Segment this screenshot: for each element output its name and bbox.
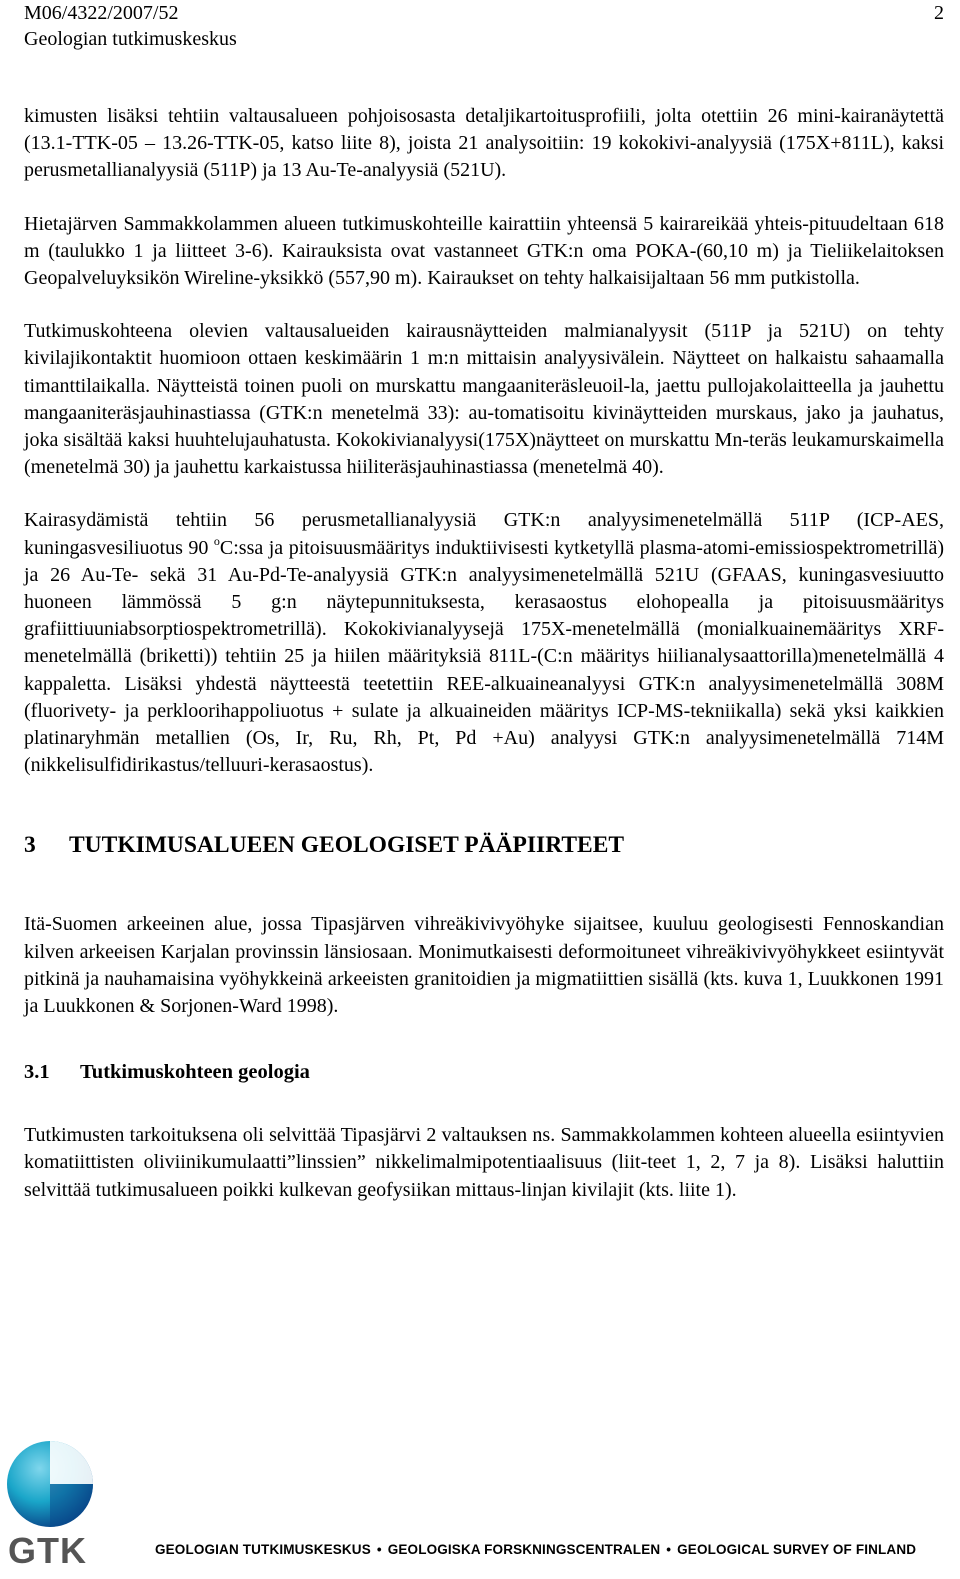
header-line-1	[24, 0, 944, 26]
paragraph-4-part-2: C:ssa ja pitoisuusmääritys induktiivisesti kytketyllä plasma-atomi-emissiospektrometrillä) ja 26 Au-Te- sekä 31 Au-Pd-Te-analyysiä GTK:n analyysimenetelmällä 521U (GFAAS, kuningasvesiuutto huoneen lämmössä 5 g:n näytepunnituksesta, kerasaostus elohopealla ja pitoisuusmääritys grafiittiuuniabsorptiospektrometrillä). Kokokivianalyysejä 175X-menetelmällä (monialkuainemääritys XRF-menetelmällä (briketti)) tehtiin 25 ja hiilen määrityksiä 811L-(C:n määritys hiilianalysaattorilla)menetelmällä 4 kappaletta. Lisäksi yhdestä näytteestä teetettiin REE-alkuaineanalyysi GTK:n analyysimenetelmällä 308M (fluorivety- ja perkloorihappoliuotus + sulate ja alkuaineiden määritys ICP-MS-tekniikalla) sekä yksi kaikkien platinaryhmän metallien (Os, Ir, Ru, Rh, Pt, Pd +Au) analyysi GTK:n analyysimenetelmällä 714M (nikkelisulfidirikastus/telluuri-kerasaostus).	[24, 536, 945, 777]
section-3-title: TUTKIMUSALUEEN GEOLOGISET PÄÄPIIRTEET	[69, 832, 625, 859]
degree-superscript: o	[213, 533, 220, 548]
paragraph-1: kimusten lisäksi tehtiin valtausalueen pohjoisosasta detaljikartoitusprofiili, jolta otettiin 26 mini-kairanäytettä (13.1-TTK-05 – 13.26-TTK-05, katso liite 8), joista 21 analysoitiin: 19 kokokivi-analyysiä (175X+811L), kaksi perusmetallianalyysiä (511P) ja 13 Au-Te-analyysiä (521U).	[24, 105, 944, 182]
page-footer	[0, 1430, 960, 1579]
document-body	[24, 103, 944, 1230]
paragraph-3: Tutkimuskohteena olevien valtausalueiden kairausnäytteiden malmianalyysit (511P ja 521U) on tehty kivilajikontaktit huomioon ottaen keskimäärin 1 m:n mittaisin analyysivälein. Näytteet on halkaistu sahaamalla timanttilaikalla. Näytteistä toinen puoli on murskattu mangaaniteräsleuoil-la, jaettu pullojakolaitteella ja jauhettu mangaaniteräsjauhinastiassa (GTK:n menetelmä 33): au-tomatisoitu kivinäytteiden murskaus, jako ja jauhatus, joka sisältää kaksi huuhtelujauhatusta. Kokokivianalyysi(175X)näytteet on murskattu Mn-teräs leukamurskaimella (menetelmä 30) ja jauhettu karkaistussa hiiliteräsjauhinastiassa (menetelmä 40).	[24, 320, 944, 479]
section-3-1-heading	[24, 1058, 944, 1086]
section-3-number: 3	[24, 832, 36, 859]
footer-org-sv: GEOLOGISKA FORSKNINGSCENTRALEN	[387, 1542, 661, 1557]
section-3-paragraph: Itä-Suomen arkeeinen alue, jossa Tipasjärven vihreäkivivyöhyke sijaitsee, kuuluu geologisesti Fennoskandian kilven arkeeisen Karjalan provinssin länsiosaan. Monimutkaisesti deformoituneet vihreäkivivyöhykkeet esiintyvät pitkinä ja nauhamaisina vyöhykkeinä arkeeisten granitoidien ja migmatiittien sisällä (kts. kuva 1, Luukkonen 1991 ja Luukkonen & Sorjonen-Ward 1998).	[24, 913, 944, 1018]
footer-bullet-1: •	[376, 1542, 382, 1557]
section-3-1-title: Tutkimuskohteen geologia	[80, 1061, 310, 1084]
footer-org-names	[155, 1542, 916, 1557]
page-header	[24, 0, 944, 52]
section-3-1-paragraph: Tutkimusten tarkoituksena oli selvittää Tipasjärvi 2 valtauksen ns. Sammakkolammen kohteen alueella esiintyvien komatiittisten oliviinikumulaatti”linssien” nikkelimalmipotentiaalisuus (liit-teet 1, 2, 7 ja 8). Lisäksi haluttiin selvittää tutkimusalueen poikki kulkevan geofysiikan mittaus-linjan kivilajit (kts. liite 1).	[24, 1124, 944, 1201]
gtk-logo-text: GTK	[8, 1530, 87, 1571]
paragraph-4	[24, 507, 944, 779]
page-number: 2	[934, 2, 944, 24]
paragraph-2: Hietajärven Sammakkolammen alueen tutkimuskohteille kairattiin yhteensä 5 kairareikää yhteis-pituudeltaan 618 m (taulukko 1 ja liitteet 3-6). Kairauksista ovat vastanneet GTK:n oma POKA-(60,10 m) ja Tieliikelaitoksen Geopalveluyksikön Wireline-yksikkö (557,90 m). Kairaukset on tehty halkaisijaltaan 56 mm putkistolla.	[24, 212, 944, 290]
document-id: M06/4322/2007/52	[24, 2, 179, 24]
section-3-1-number: 3.1	[24, 1061, 50, 1084]
paragraph-4-part-1: Kairasydämistä tehtiin 56 perusmetallianalyysiä GTK:n analyysimenetelmällä 511P (ICP-AES, kuningasvesiliuotus 90	[24, 509, 944, 559]
section-3-heading	[24, 830, 944, 860]
footer-org-en: GEOLOGICAL SURVEY OF FINLAND	[677, 1542, 917, 1557]
gtk-globe-logo-icon	[4, 1438, 96, 1530]
footer-org-fi: GEOLOGIAN TUTKIMUSKESKUS	[155, 1542, 371, 1557]
footer-bullet-2: •	[666, 1542, 672, 1557]
header-org: Geologian tutkimuskeskus	[24, 28, 237, 50]
